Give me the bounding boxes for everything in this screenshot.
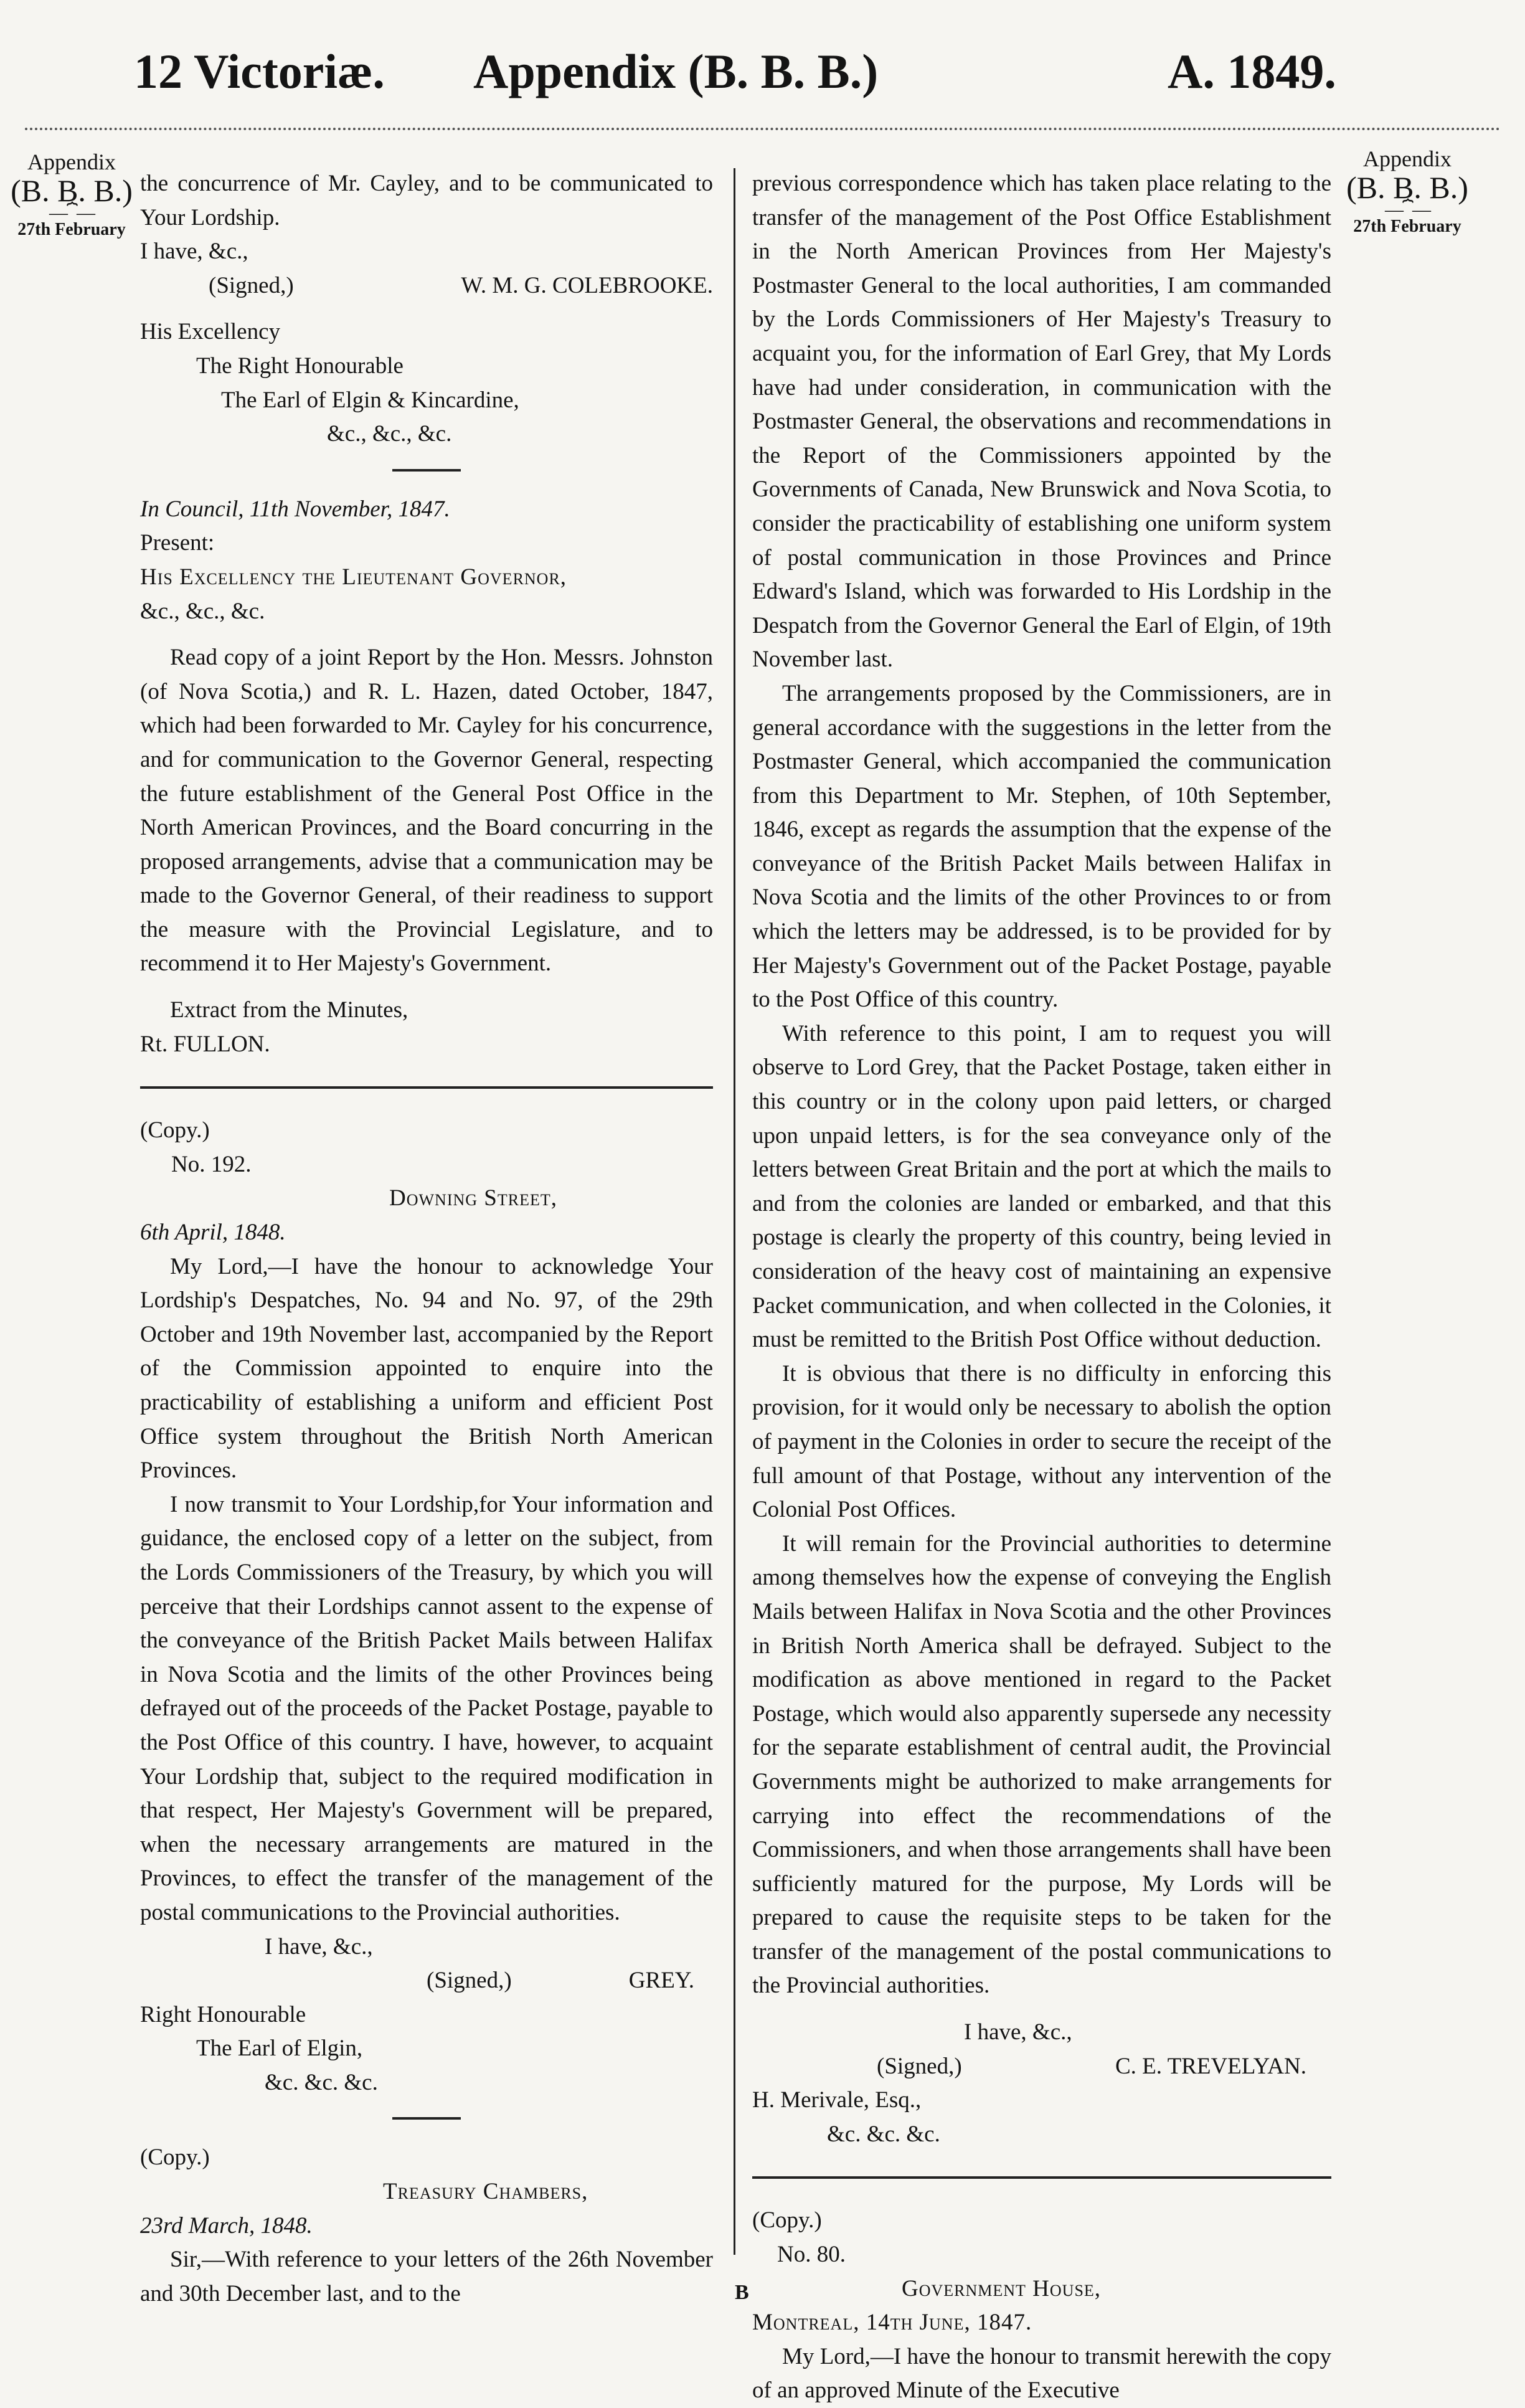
- addressee-line: The Right Honourable: [196, 353, 404, 379]
- margin-brace: —⏞—: [49, 202, 94, 223]
- margin-note-right: [1339, 146, 1476, 237]
- governor-title: His Excellency the Lieutenant Governor,: [140, 564, 567, 590]
- header-rule: [25, 128, 1501, 130]
- margin-title: Appendix: [27, 149, 116, 174]
- copy-label: (Copy.): [752, 2207, 822, 2234]
- present-label: Present:: [140, 530, 215, 556]
- letter-paragraph: My Lord,—I have the honour to transmit herewith the copy of an approved Minute of the Executive: [752, 2343, 1331, 2404]
- header-session: 12 Victoriæ.: [134, 44, 385, 98]
- addressee-line: Right Honourable: [140, 2001, 306, 2027]
- addressee-line: His Excellency: [140, 319, 280, 345]
- addressee-line: The Earl of Elgin,: [196, 2036, 363, 2062]
- addressee-line: &c. &c. &c.: [265, 2069, 378, 2095]
- closing: I have, &c.,: [140, 239, 248, 265]
- letter-paragraph: It will remain for the Provincial authorities to determine among themselves how the expense of conveying the English Mails between Halifax in Nova Scotia and the other Provinces in British North America shall be defrayed. Subject to the modification as above mentioned in regard to the Packet Postage, which would also apparently supersede any necessity for the separate establishment of central audit, the Provincial Governments might be authorized to make arrangements for carrying into effect the recommendations of the Commissioners, and when those arrangements shall have been sufficiently matured for the purpose, My Lords will be prepared to cause the requisite steps to be taken for the transfer of the management of the postal communications to the Provincial authorities.: [752, 1530, 1331, 1999]
- despatch-number: No. 192.: [171, 1151, 252, 1177]
- signed-label: (Signed,): [427, 1968, 512, 1994]
- margin-date: 27th February: [17, 220, 126, 239]
- sender-place: Treasury Chambers,: [383, 2179, 588, 2205]
- letter-paragraph: My Lord,—I have the honour to acknowledge Your Lordship's Despatches, No. 94 and No. 97, of the 29th October and 19th November last, accompanied by the Report of the Commission appointed to enquire into the practicability of establishing a uniform and efficient Post Office system throughout the British North American Provinces.: [140, 1253, 713, 1484]
- letter-fragment: the concurrence of Mr. Cayley, and to be communicated to Your Lordship.: [140, 171, 713, 230]
- extract-label: Extract from the Minutes,: [170, 997, 408, 1023]
- letter-date: 23rd March, 1848.: [140, 2212, 313, 2239]
- signature-line: [752, 2050, 1331, 2084]
- letter-paragraph: I now transmit to Your Lordship,for Your information and guidance, the enclosed copy of a letter on the subject, from the Lords Commissioners of the Treasury, by which you will perceive that their Lordships cannot assent to the expense of the conveyance of the British Packet Mails between Halifax in Nova Scotia and the limits of the other Provinces being defrayed out of the proceeds of the Packet Postage, payable to the Post Office of this country. I have, however, to acquaint Your Lordship that, subject to the required modification in that respect, Her Majesty's Government will be prepared, when the necessary arrangements are matured in the Provinces, to effect the transfer of the management of the postal communications to the Provincial authorities.: [140, 1491, 713, 1925]
- margin-title: Appendix: [1363, 146, 1452, 171]
- signed-label: (Signed,): [877, 2053, 962, 2079]
- section-rule: [140, 1086, 713, 1089]
- addressee-line: &c., &c., &c.: [327, 421, 452, 447]
- addressee-line: H. Merivale, Esq.,: [752, 2087, 922, 2113]
- letter-paragraph: With reference to this point, I am to request you will observe to Lord Grey, that the Packet Postage, taken either in this country or in the colony upon paid letters, or charged upon unpaid letters, is for the sea conveyance only of the letters between Great Britain and the port at which the mails to and from the colonies are landed or embarked, and that this postage is clearly the property of this country, being levied in consideration of the heavy cost of maintaining an expensive Packet communication, and when collected in the Colonies, it must be remitted to the British Post Office without deduction.: [752, 1020, 1331, 1353]
- signed-label: (Signed,): [209, 272, 294, 298]
- section-rule: [392, 2117, 461, 2120]
- section-rule: [752, 2176, 1331, 2179]
- margin-label: (B. B. B.): [11, 173, 133, 208]
- addressee-line: The Earl of Elgin & Kincardine,: [221, 387, 519, 413]
- margin-brace: —⏞—: [1385, 199, 1430, 220]
- column-divider: [734, 168, 735, 2255]
- signature-mark: B: [735, 2281, 749, 2304]
- signer-name: C. E. TREVELYAN.: [1115, 2053, 1306, 2079]
- letter-date: 6th April, 1848.: [140, 1220, 286, 1246]
- left-column: [140, 167, 713, 2311]
- margin-label: (B. B. B.): [1346, 170, 1468, 205]
- letter-paragraph: The arrangements proposed by the Commissioners, are in general accordance with the suggestions in the letter from the Postmaster General, which accompanied the communication from this Department to Mr. Stephen, of 10th September, 1846, except as regards the assumption that the expense of the conveyance of the British Packet Mails between Halifax in Nova Scotia and the limits of the other Provinces to or from which the letters may be addressed, is to be provided for by Her Majesty's Government out of the Packet Postage, payable to the Post Office of this country.: [752, 680, 1331, 1013]
- copy-label: (Copy.): [140, 2145, 210, 2171]
- signature-line: [140, 1964, 713, 1998]
- closing: I have, &c.,: [964, 2019, 1072, 2045]
- council-date: In Council, 11th November, 1847.: [140, 496, 450, 522]
- signature-line: [140, 269, 713, 303]
- header-appendix: Appendix (B. B. B.): [473, 44, 879, 98]
- council-minute: Read copy of a joint Report by the Hon. Messrs. Johnston (of Nova Scotia,) and R. L. Hazen, dated October, 1847, which had been forwarded to Mr. Cayley for his concurrence, and for communication to the Governor General, respecting the future establishment of the General Post Office in the North American Provinces, and the Board concurring in the proposed arrangements, advise that a communication may be made to the Governor General, of their readiness to support the measure with the Provincial Legislature, and to recommend it to Her Majesty's Government.: [140, 645, 713, 977]
- letter-date: Montreal, 14th June, 1847.: [752, 2310, 1032, 2336]
- right-column: [752, 167, 1331, 2408]
- governor-etc: &c., &c., &c.: [140, 598, 265, 624]
- sender-place: Government House,: [902, 2275, 1102, 2301]
- sender-place: Downing Street,: [389, 1185, 557, 1211]
- copy-label: (Copy.): [140, 1117, 210, 1144]
- signer-name: GREY.: [628, 1968, 694, 1994]
- signer-name: W. M. G. COLEBROOKE.: [461, 272, 713, 298]
- header-year: A. 1849.: [1168, 44, 1336, 98]
- section-rule: [392, 469, 461, 472]
- letter-paragraph: previous correspondence which has taken place relating to the transfer of the management of the Post Office Establishment in the North American Provinces from Her Majesty's Postmaster General to the local authorities, I am commanded by the Lords Commissioners of Her Majesty's Treasury to acquaint you, for the information of Earl Grey, that My Lords have had under consideration, in communication with the Postmaster General, the observations and recommendations in the Report of the Commissioners appointed by the Governments of Canada, New Brunswick and Nova Scotia, to consider the practicability of establishing one uniform system of postal communication in those Provinces and Prince Edward's Island, which was forwarded to His Lordship in the Despatch from the Governor General the Earl of Elgin, of 19th November last.: [752, 171, 1331, 673]
- margin-note-left: [6, 149, 137, 240]
- letter-paragraph: It is obvious that there is no difficulty in enforcing this provision, for it would only be necessary to abolish the option of payment in the Colonies in order to secure the receipt of the full amount of that Postage, without any intervention of the Colonial Post Offices.: [752, 1360, 1331, 1523]
- margin-date: 27th February: [1353, 217, 1461, 236]
- letter-paragraph: Sir,—With reference to your letters of the 26th November and 30th December last, and to the: [140, 2247, 713, 2306]
- extract-signer: Rt. FULLON.: [140, 1031, 270, 1057]
- closing: I have, &c.,: [265, 1933, 373, 1960]
- addressee-line: &c. &c. &c.: [827, 2121, 940, 2147]
- despatch-number: No. 80.: [777, 2242, 846, 2268]
